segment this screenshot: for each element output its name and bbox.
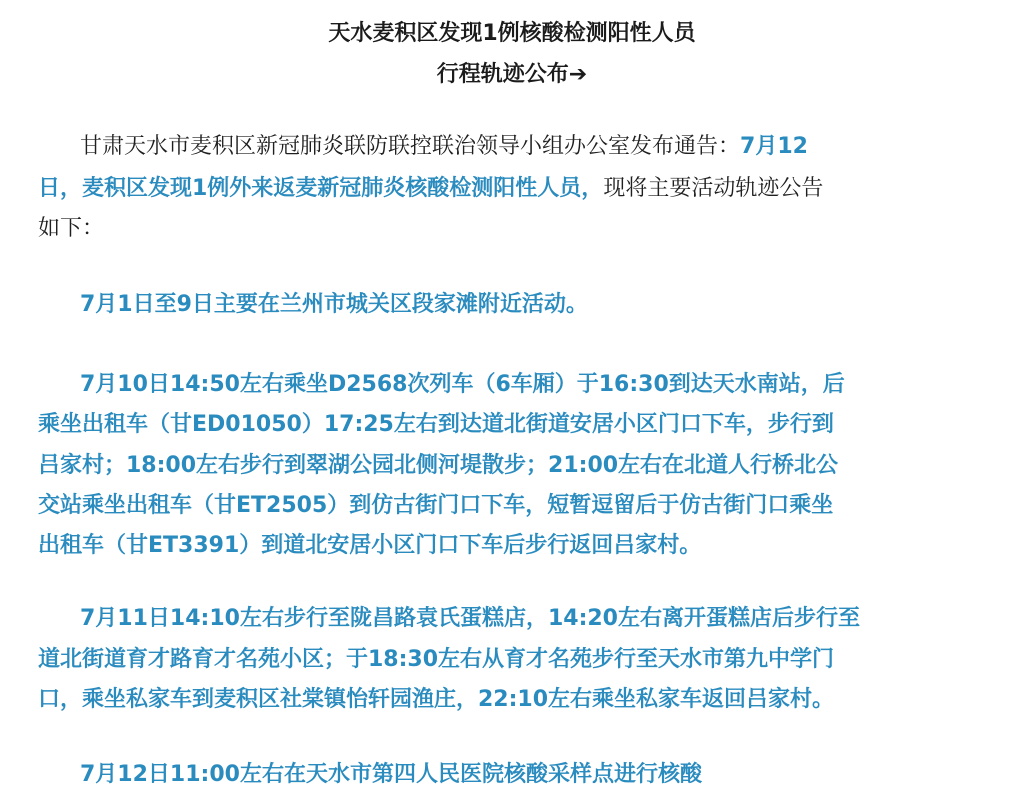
intro-line-3: 如下：	[38, 216, 105, 241]
itinerary-jul-11-line-1: 7月11日14:10左右步行至陇昌路袁氏蛋糕店，14:20左右离开蛋糕店后步行至	[80, 606, 860, 631]
headline-line-1: 天水麦积区发现1例核酸检测阳性人员	[328, 21, 696, 46]
itinerary-jul-10-line-3: 吕家村；18:00左右步行到翠湖公园北侧河堤散步；21:00左右在北道人行桥北公	[38, 453, 839, 478]
itinerary-jul-10-line-2: 乘坐出租车（甘ED01050）17:25左右到达道北街道安居小区门口下车，步行到	[38, 412, 834, 437]
itinerary-jul-10-line-5: 出租车（甘ET3391）到道北安居小区门口下车后步行返回吕家村。	[38, 533, 702, 558]
itinerary-jul-11-line-2: 道北街道育才路育才名苑小区；于18:30左右从育才名苑步行至天水市第九中学门	[38, 647, 835, 672]
itinerary-jul-10-line-4: 交站乘坐出租车（甘ET2505）到仿古街门口下车，短暂逗留后于仿古街门口乘坐	[38, 493, 834, 518]
intro-text: 甘肃天水市麦积区新冠肺炎联防联控联治领导小组办公室发布通告：	[80, 134, 741, 159]
itinerary-jul-1-9: 7月1日至9日主要在兰州市城关区段家滩附近活动。	[80, 292, 588, 317]
itinerary-jul-12-line-1: 7月12日11:00左右在天水市第四人民医院核酸采样点进行核酸	[80, 762, 702, 787]
intro-line-1	[80, 132, 808, 162]
intro-line-2	[38, 174, 823, 204]
headline-line-2: 行程轨迹公布➔	[436, 62, 588, 87]
itinerary-jul-10-line-1: 7月10日14:50左右乘坐D2568次列车（6车厢）于16:30到达天水南站，后	[80, 372, 845, 397]
intro-highlight: 7月12	[740, 134, 808, 159]
intro-highlight: 日，麦积区发现1例外来返麦新冠肺炎核酸检测阳性人员，	[38, 176, 604, 201]
itinerary-jul-11-line-3: 口，乘坐私家车到麦积区社棠镇怡轩园渔庄，22:10左右乘坐私家车返回吕家村。	[38, 687, 835, 712]
bottom-fade-overlay	[790, 758, 1024, 800]
intro-text: 现将主要活动轨迹公告	[603, 176, 824, 201]
